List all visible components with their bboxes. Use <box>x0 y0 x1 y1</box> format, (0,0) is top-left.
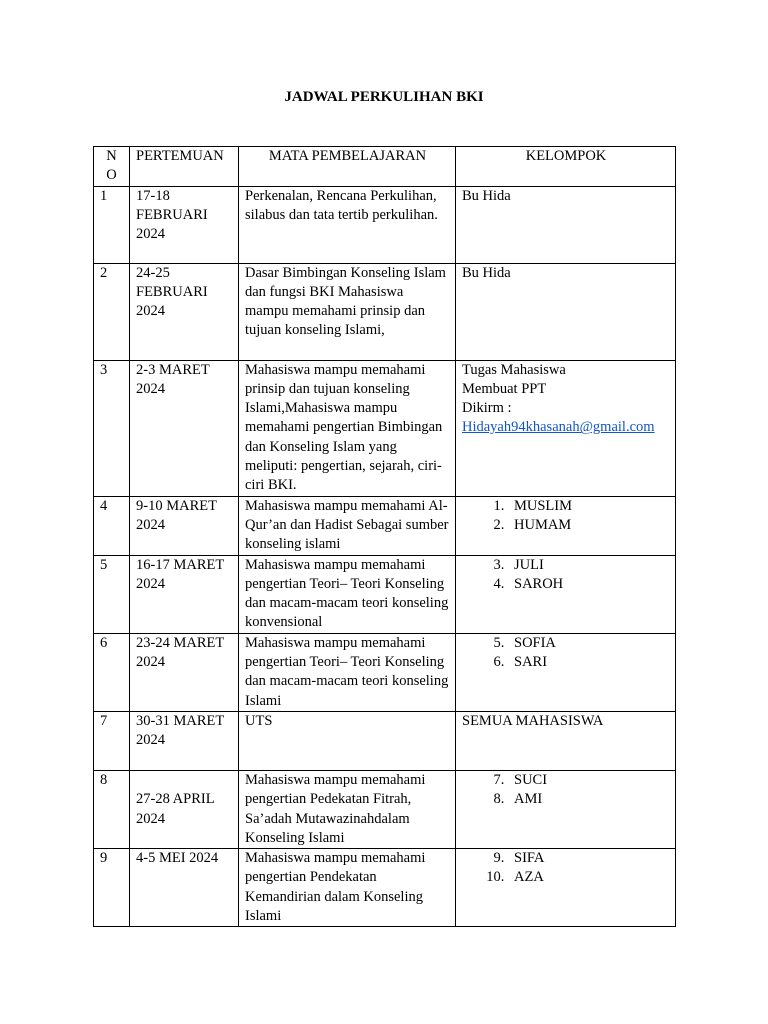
group-list <box>462 849 670 888</box>
group-item: 2. HUMAM <box>508 516 670 535</box>
row-mata-pembelajaran: Mahasiswa mampu memahami pengertian Pendekatan Kemandirian dalam Konseling Islami <box>239 849 456 927</box>
group-item: 5. SOFIA <box>508 634 670 653</box>
row-number: 5 <box>94 555 130 633</box>
table-header-row <box>94 147 676 187</box>
kelompok-line: Tugas Mahasiswa <box>462 361 566 378</box>
row-pertemuan: 4-5 MEI 2024 <box>130 849 239 927</box>
row-mata-pembelajaran: Perkenalan, Rencana Perkulihan, silabus dan tata tertib perkulihan. <box>239 186 456 263</box>
table-row <box>94 496 676 555</box>
row-mata-pembelajaran: UTS <box>239 711 456 770</box>
group-list <box>462 556 670 595</box>
table-row <box>94 711 676 770</box>
row-kelompok <box>456 555 676 633</box>
row-kelompok: Bu Hida <box>456 186 676 263</box>
header-pertemuan: PERTEMUAN <box>130 147 239 187</box>
header-kelompok: KELOMPOK <box>456 147 676 187</box>
group-item: 9. SIFA <box>508 849 670 868</box>
row-kelompok <box>456 770 676 848</box>
schedule-table <box>93 146 676 927</box>
row-mata-pembelajaran: Mahasiswa mampu memahami pengertian Teori– Teori Konseling dan macam-macam teori konseling konvensional <box>239 555 456 633</box>
row-pertemuan: 24-25 FEBRUARI 2024 <box>130 263 239 360</box>
table-row <box>94 186 676 263</box>
group-list <box>462 771 670 810</box>
row-pertemuan: 2-3 MARET 2024 <box>130 360 239 496</box>
row-mata-pembelajaran: Mahasiswa mampu memahami pengertian Pedekatan Fitrah, Sa’adah Mutawazinahdalam Konseling Islami <box>239 770 456 848</box>
row-kelompok: Bu Hida <box>456 263 676 360</box>
table-row <box>94 849 676 927</box>
cell-spacer <box>136 771 233 790</box>
row-number: 2 <box>94 263 130 360</box>
pertemuan-text: 27-28 APRIL 2024 <box>136 791 215 827</box>
row-number: 9 <box>94 849 130 927</box>
page-title: JADWAL PERKULIHAN BKI <box>284 89 484 105</box>
row-kelompok <box>456 496 676 555</box>
row-pertemuan: 17-18 FEBRUARI 2024 <box>130 186 239 263</box>
row-pertemuan: 16-17 MARET 2024 <box>130 555 239 633</box>
table-row <box>94 633 676 711</box>
table-row <box>94 555 676 633</box>
kelompok-line: Membuat PPT <box>462 380 547 397</box>
table-row <box>94 263 676 360</box>
kelompok-line: Dikirm : <box>462 400 512 417</box>
group-item: 3. JULI <box>508 556 670 575</box>
group-item: 4. SAROH <box>508 575 670 594</box>
row-mata-pembelajaran: Mahasiswa mampu memahami Al-Qur’an dan Hadist Sebagai sumber konseling islami <box>239 496 456 555</box>
row-number: 1 <box>94 186 130 263</box>
group-item: 10. AZA <box>508 868 670 887</box>
row-number: 6 <box>94 633 130 711</box>
row-pertemuan: 23-24 MARET 2024 <box>130 633 239 711</box>
row-pertemuan: 30-31 MARET 2024 <box>130 711 239 770</box>
group-item: 6. SARI <box>508 653 670 672</box>
row-mata-pembelajaran: Dasar Bimbingan Konseling Islam dan fungsi BKI Mahasiswa mampu memahami prinsip dan tujuan konseling Islami, <box>239 263 456 360</box>
row-kelompok <box>456 360 676 496</box>
row-pertemuan: 9-10 MARET 2024 <box>130 496 239 555</box>
group-item: 8. AMI <box>508 790 670 809</box>
group-list <box>462 634 670 673</box>
table-row <box>94 770 676 848</box>
group-item: 1. MUSLIM <box>508 497 670 516</box>
row-number: 8 <box>94 770 130 848</box>
email-link[interactable]: Hidayah94khasanah@gmail.com <box>462 419 655 436</box>
row-kelompok <box>456 633 676 711</box>
group-item: 7. SUCI <box>508 771 670 790</box>
row-number: 4 <box>94 496 130 555</box>
row-mata-pembelajaran: Mahasiswa mampu memahami prinsip dan tujuan konseling Islami,Mahasiswa mampu memahami pengertian Bimbingan dan Konseling Islam yang meliputi: pengertian, sejarah, ciri-ciri BKI. <box>239 360 456 496</box>
row-mata-pembelajaran: Mahasiswa mampu memahami pengertian Teori– Teori Konseling dan macam-macam teori konseling Islami <box>239 633 456 711</box>
table-row <box>94 360 676 496</box>
row-pertemuan <box>130 770 239 848</box>
row-kelompok: SEMUA MAHASISWA <box>456 711 676 770</box>
row-kelompok <box>456 849 676 927</box>
row-number: 7 <box>94 711 130 770</box>
row-number: 3 <box>94 360 130 496</box>
group-list <box>462 497 670 536</box>
header-no: N O <box>94 147 130 187</box>
header-mata-pembelajaran: MATA PEMBELAJARAN <box>239 147 456 187</box>
